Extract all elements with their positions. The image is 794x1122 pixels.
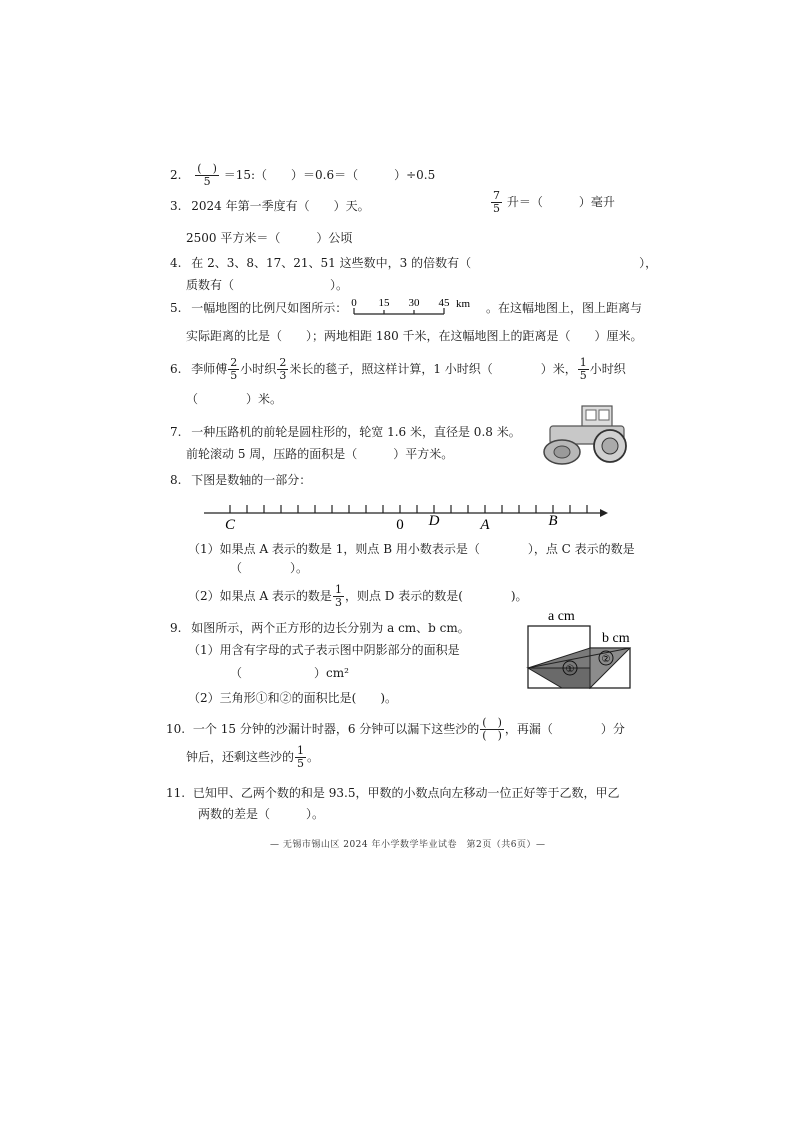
question-8-sub-2: [188, 584, 528, 609]
question-text: 李师傅: [191, 362, 228, 376]
label-b: b cm: [602, 631, 630, 646]
question-text: 下图是数轴的一部分：: [191, 473, 312, 487]
page-footer: — 无锡市锡山区 2024 年小学数学毕业试卷 第2页（共6页）—: [270, 840, 546, 850]
question-text: ＝15:（ ）＝0.6＝（ ）÷0.5: [223, 168, 436, 182]
fraction: $\frac{1}{5}$: [297, 744, 305, 770]
scale-tick-label: 0: [351, 297, 357, 309]
question-9-sub-1-line-2: （ ）cm²: [230, 666, 349, 680]
road-roller-image: [540, 402, 632, 468]
question-text: 一个 15 分钟的沙漏计时器，6 分钟可以漏下这些沙的: [192, 722, 480, 736]
question-3-line-2: 2500 平方米＝（ ）公顷: [186, 231, 353, 245]
fraction: $\frac{1}{5}$: [579, 356, 587, 382]
scale-tick-label: 15: [378, 297, 390, 309]
question-number: 7.: [170, 425, 182, 439]
point-label-b: B: [548, 513, 558, 529]
question-9-sub-2: （2）三角形①和②的面积比是( )。: [188, 691, 397, 705]
question-text: 一幅地图的比例尺如图所示：: [191, 301, 348, 315]
fraction: $\frac{2}{3}$: [279, 356, 287, 382]
question-3-conversion: [490, 190, 615, 215]
question-text: 小时织: [589, 362, 626, 376]
triangle-2-mark: ②: [601, 654, 611, 665]
arrow-right-icon: [600, 509, 608, 517]
question-11-line-2: 两数的差是（ ）。: [198, 807, 325, 821]
question-4: [170, 255, 657, 271]
question-number: 2.: [170, 168, 182, 182]
question-6-line-2: （ ）米。: [186, 392, 283, 406]
question-text: 2024 年第一季度有（ ）天。: [191, 199, 370, 213]
fraction: $\frac{( )}{( )}$: [482, 716, 502, 742]
squares-diagram: [522, 606, 642, 690]
question-8-sub-1-line-2: （ ）。: [230, 561, 309, 575]
question-5: [170, 300, 347, 316]
shaded-region-lower: [528, 668, 590, 688]
question-number: 5.: [170, 301, 182, 315]
question-8: [170, 472, 311, 488]
point-label-a: A: [480, 517, 490, 531]
question-9-sub-1: （1）用含有字母的式子表示图中阴影部分的面积是: [188, 643, 460, 657]
question-text: （2）如果点 A 表示的数是: [188, 589, 332, 603]
question-number: 3.: [170, 199, 182, 213]
question-11: [166, 785, 619, 801]
question-text: 小时织: [240, 362, 277, 376]
question-text: 米长的毯子，照这样计算，1 小时织（ ）米，: [289, 362, 577, 376]
point-label-c: C: [224, 517, 236, 531]
question-9: [170, 620, 470, 636]
question-text: 。: [307, 750, 320, 764]
question-4-line-2: 质数有（ ）。: [186, 278, 349, 292]
scale-tick-label: 45: [438, 297, 450, 309]
question-7: [170, 424, 521, 440]
question-number: 8.: [170, 473, 182, 487]
point-label-zero: 0: [396, 517, 404, 531]
fraction: $\frac{( )}{5}$: [197, 162, 217, 188]
fraction: $\frac{2}{5}$: [230, 356, 238, 382]
question-5-text-b: 。在这幅地图上，图上距离与: [486, 301, 643, 315]
scale-bar: [348, 294, 488, 322]
question-text: 在 2、3、8、17、21、51 这些数中，3 的倍数有（ ），: [191, 256, 658, 270]
question-text: 已知甲、乙两个数的和是 93.5，甲数的小数点向左移动一位正好等于乙数，甲乙: [192, 786, 620, 800]
question-text: 升＝（ ）毫升: [506, 195, 615, 209]
fraction: $\frac{7}{5}$: [493, 189, 500, 215]
question-text: 如图所示，两个正方形的边长分别为 a cm、b cm。: [191, 621, 470, 635]
scale-tick-label: 30: [408, 297, 420, 309]
question-8-sub-1: （1）如果点 A 表示的数是 1，则点 B 用小数表示是（ ），点 C 表示的数是: [188, 542, 635, 556]
point-label-d: D: [428, 513, 440, 529]
question-text: ，再漏（ ）分: [504, 722, 625, 736]
number-line: [200, 495, 612, 531]
number-line-ticks: [230, 505, 587, 513]
question-number: 10.: [166, 722, 186, 736]
question-5-line-2: 实际距离的比是（ ）；两地相距 180 千米，在这幅地图上的距离是（ ）厘米。: [186, 329, 643, 343]
question-text: 一种压路机的前轮是圆柱形的，轮宽 1.6 米，直径是 0.8 米。: [191, 425, 521, 439]
question-text: 钟后，还剩这些沙的: [186, 750, 295, 764]
question-number: 11.: [166, 786, 186, 800]
fraction: $\frac{1}{3}$: [334, 583, 342, 609]
question-text: ，则点 D 表示的数是( )。: [344, 589, 528, 603]
question-number: 6.: [170, 362, 182, 376]
triangle-1-mark: ①: [565, 664, 575, 675]
question-2: [170, 163, 435, 188]
question-10-line-2: [186, 745, 319, 770]
question-7-line-2: 前轮滚动 5 周，压路的面积是（ ）平方米。: [186, 447, 454, 461]
question-number: 4.: [170, 256, 182, 270]
label-a: a cm: [548, 609, 575, 624]
question-number: 9.: [170, 621, 182, 635]
question-10: [166, 717, 625, 742]
question-3: [170, 198, 370, 214]
scale-unit: km: [456, 298, 471, 310]
question-6: [170, 357, 626, 382]
